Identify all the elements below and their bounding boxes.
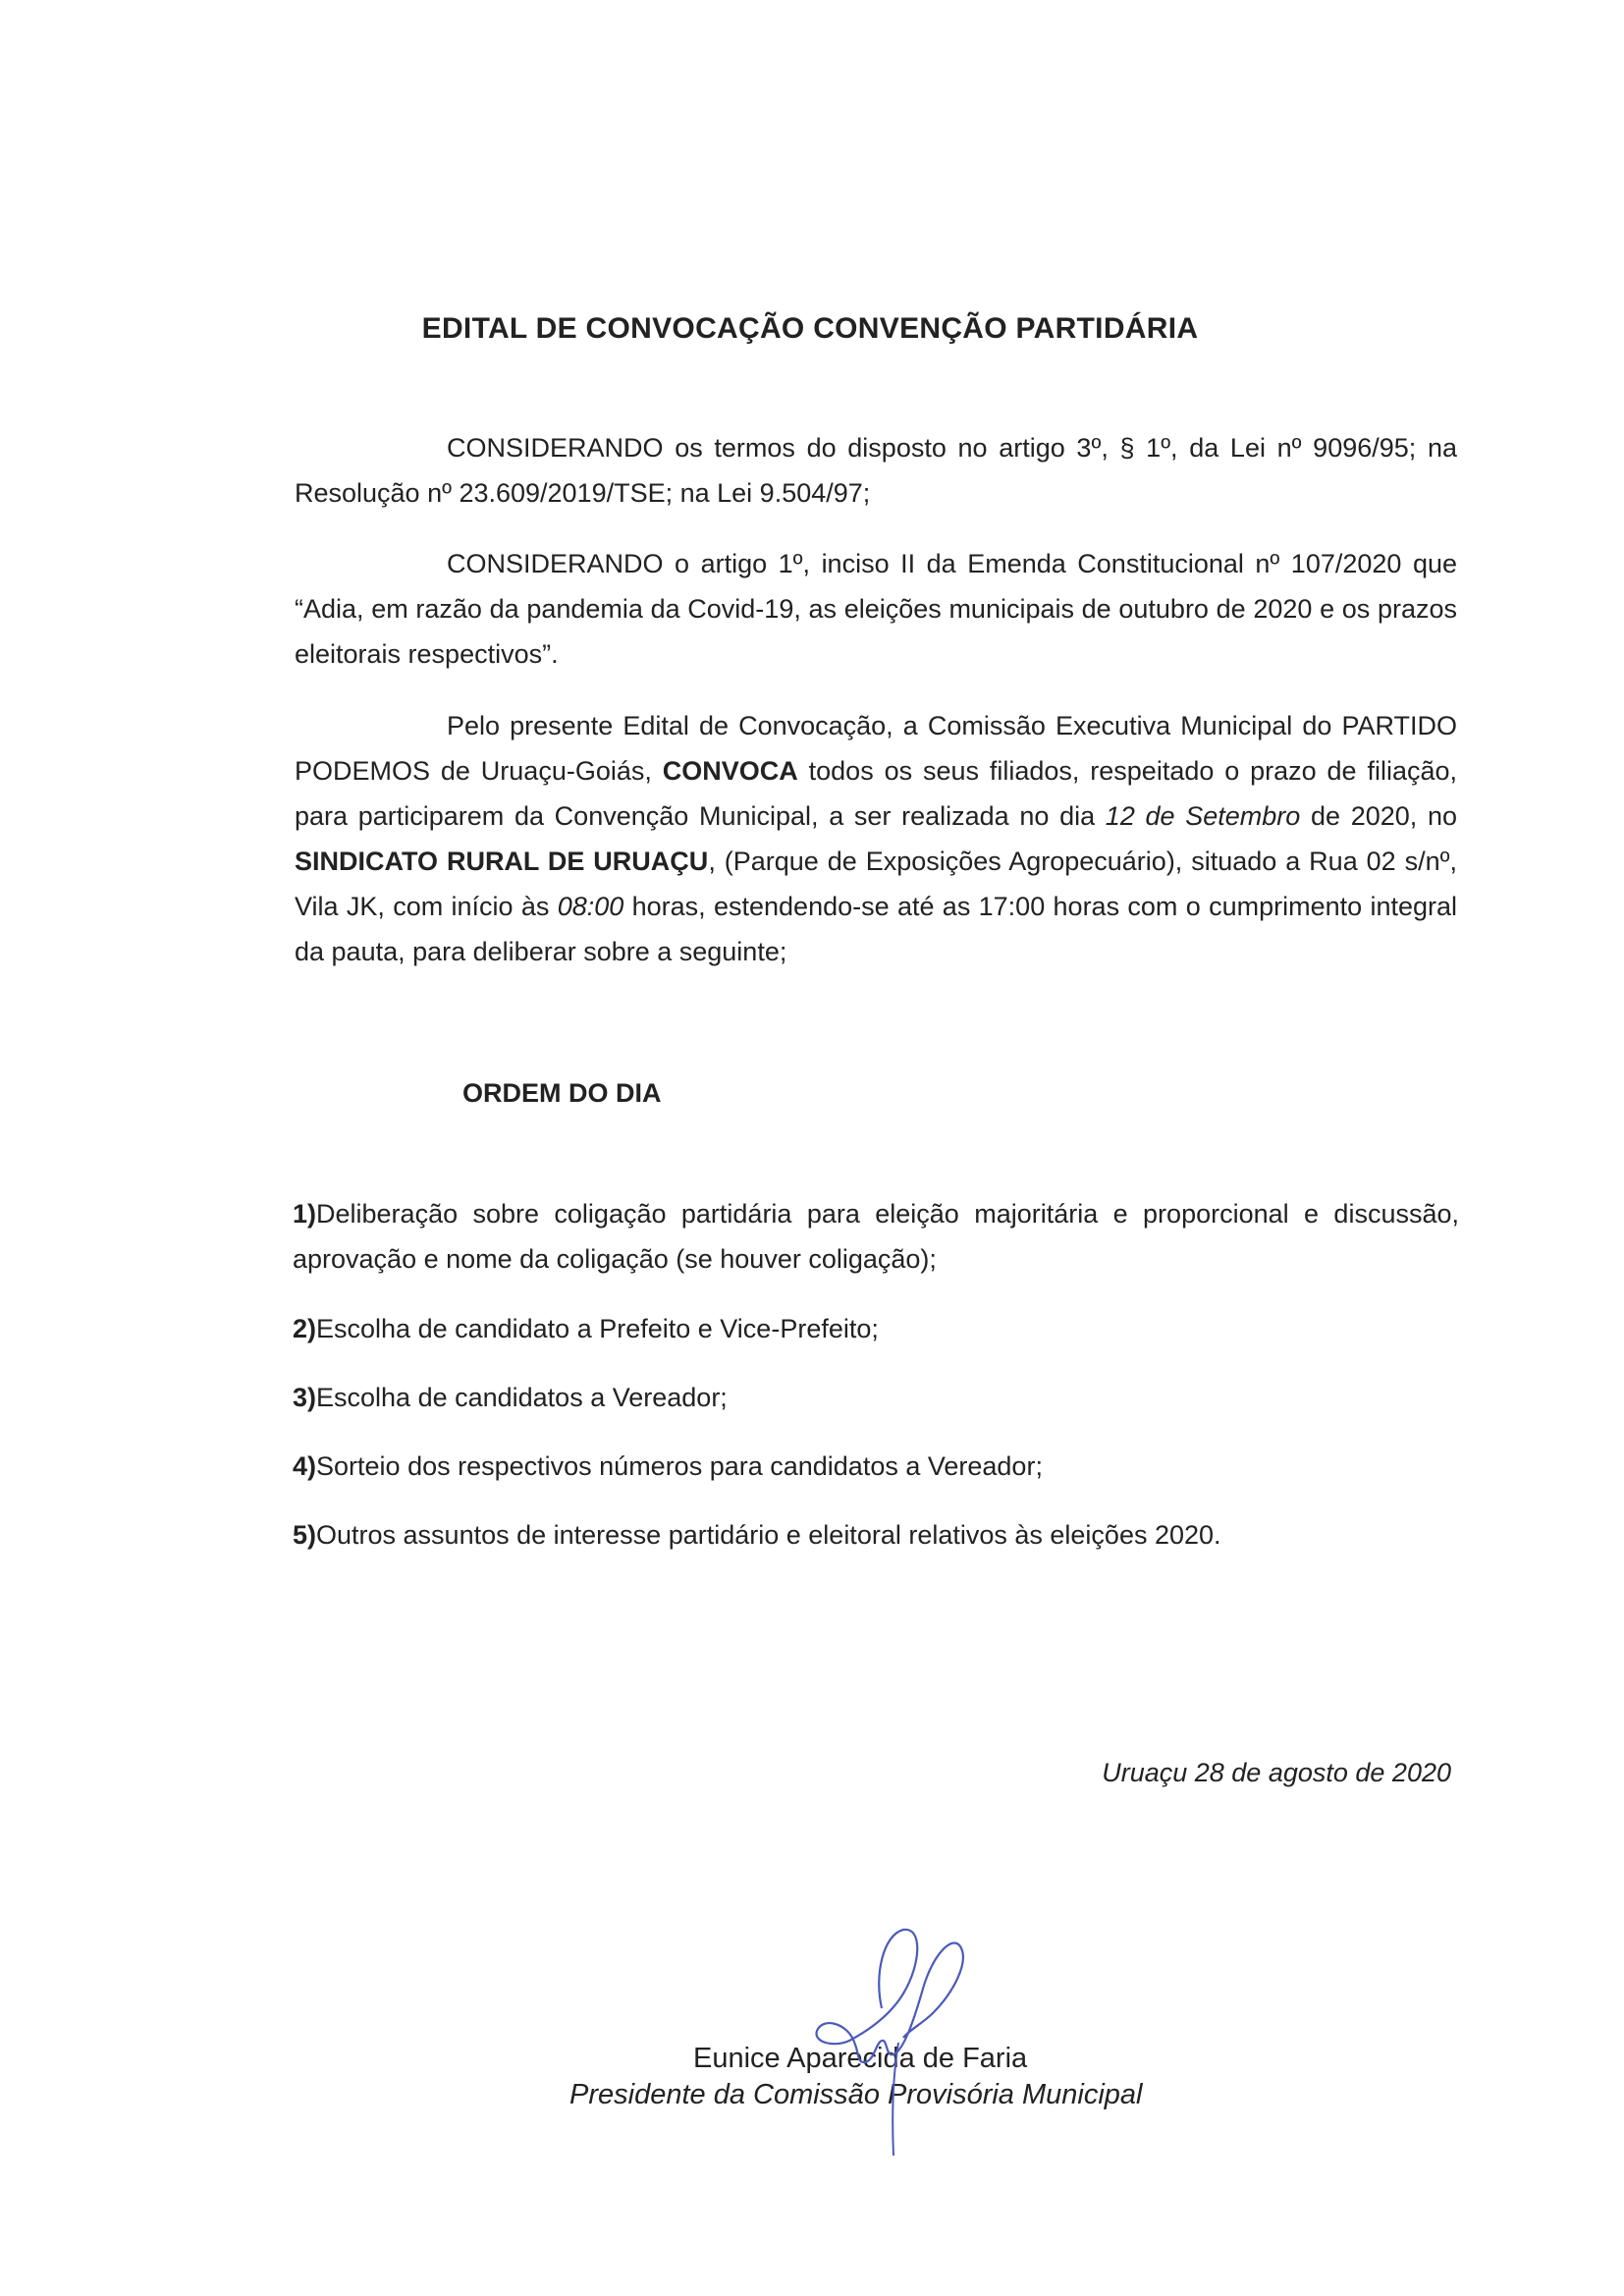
agenda-item-text: Outros assuntos de interesse partidário e eleitoral relativos às eleições 2020.: [316, 1520, 1221, 1550]
convocation-text-2: todos os seus filiados, respeitado o prazo de filiação, para participarem da Convenção Municipal, a ser realizada no dia: [295, 756, 1457, 831]
agenda-item-number: 4): [293, 1451, 317, 1481]
start-time: 08:00: [557, 892, 624, 921]
convocation-paragraph: [295, 703, 1457, 974]
agenda-item-number: 1): [293, 1199, 317, 1229]
convocation-text-4: , (Parque de Exposições Agropecuário), situado a Rua 02 s/nº, Vila JK, com início às: [295, 847, 1457, 921]
agenda-item-text: Deliberação sobre coligação partidária para eleição majoritária e proporcional e discussão, aprovação e nome da coligação (se houver coligação);: [293, 1199, 1459, 1274]
convocation-text-1: Pelo presente Edital de Convocação, a Comissão Executiva Municipal do PARTIDO PODEMOS de Uruaçu-Goiás,: [295, 711, 1457, 786]
considerando-paragraph-1: [295, 425, 1457, 516]
convocation-text-5: horas, estendendo-se até as 17:00 horas com o cumprimento integral da pauta, para deliberar sobre a seguinte;: [295, 892, 1457, 966]
document-title: EDITAL DE CONVOCAÇÃO CONVENÇÃO PARTIDÁRIA: [421, 312, 1199, 345]
convoca-keyword: CONVOCA: [662, 756, 798, 786]
agenda-heading: ORDEM DO DIA: [462, 1078, 662, 1108]
agenda-item: [293, 1375, 1459, 1420]
agenda-item: [293, 1191, 1459, 1282]
agenda-item-number: 2): [293, 1314, 317, 1343]
convention-venue: SINDICATO RURAL DE URUAÇU: [295, 847, 709, 876]
agenda-item-text: Escolha de candidatos a Vereador;: [316, 1383, 728, 1412]
agenda-item-text: Escolha de candidato a Prefeito e Vice-Prefeito;: [316, 1314, 879, 1343]
considerando-text: o artigo 1º, inciso II da Emenda Constitucional nº 107/2020 que “Adia, em razão da pandemia da Covid-19, as eleições municipais de outubro de 2020 e os prazos eleitorais respectivos”.: [295, 549, 1457, 669]
place-date: Uruaçu 28 de agosto de 2020: [1102, 1758, 1451, 1787]
agenda-item-number: 3): [293, 1383, 317, 1412]
convention-date: 12 de Setembro: [1105, 801, 1301, 831]
agenda-item-number: 5): [293, 1520, 317, 1550]
agenda-item-text: Sorteio dos respectivos números para candidatos a Vereador;: [316, 1451, 1043, 1481]
considerando-paragraph-2: [295, 541, 1457, 677]
signatory-role: Presidente da Comissão Provisória Municipal: [569, 2079, 1143, 2110]
handwritten-signature: [766, 1915, 1001, 2180]
considerando-lead: CONSIDERANDO: [447, 549, 664, 578]
agenda-item: [293, 1306, 1459, 1351]
agenda-item: [293, 1512, 1459, 1558]
signatory-name: Eunice Aparecida de Faria: [693, 2043, 1028, 2074]
agenda-item: [293, 1444, 1459, 1489]
convocation-text-3: de 2020, no: [1300, 801, 1457, 831]
considerando-text: os termos do disposto no artigo 3º, § 1º, da Lei nº 9096/95; na Resolução nº 23.609/2019/TSE; na Lei 9.504/97;: [295, 433, 1457, 508]
considerando-lead: CONSIDERANDO: [447, 433, 664, 463]
